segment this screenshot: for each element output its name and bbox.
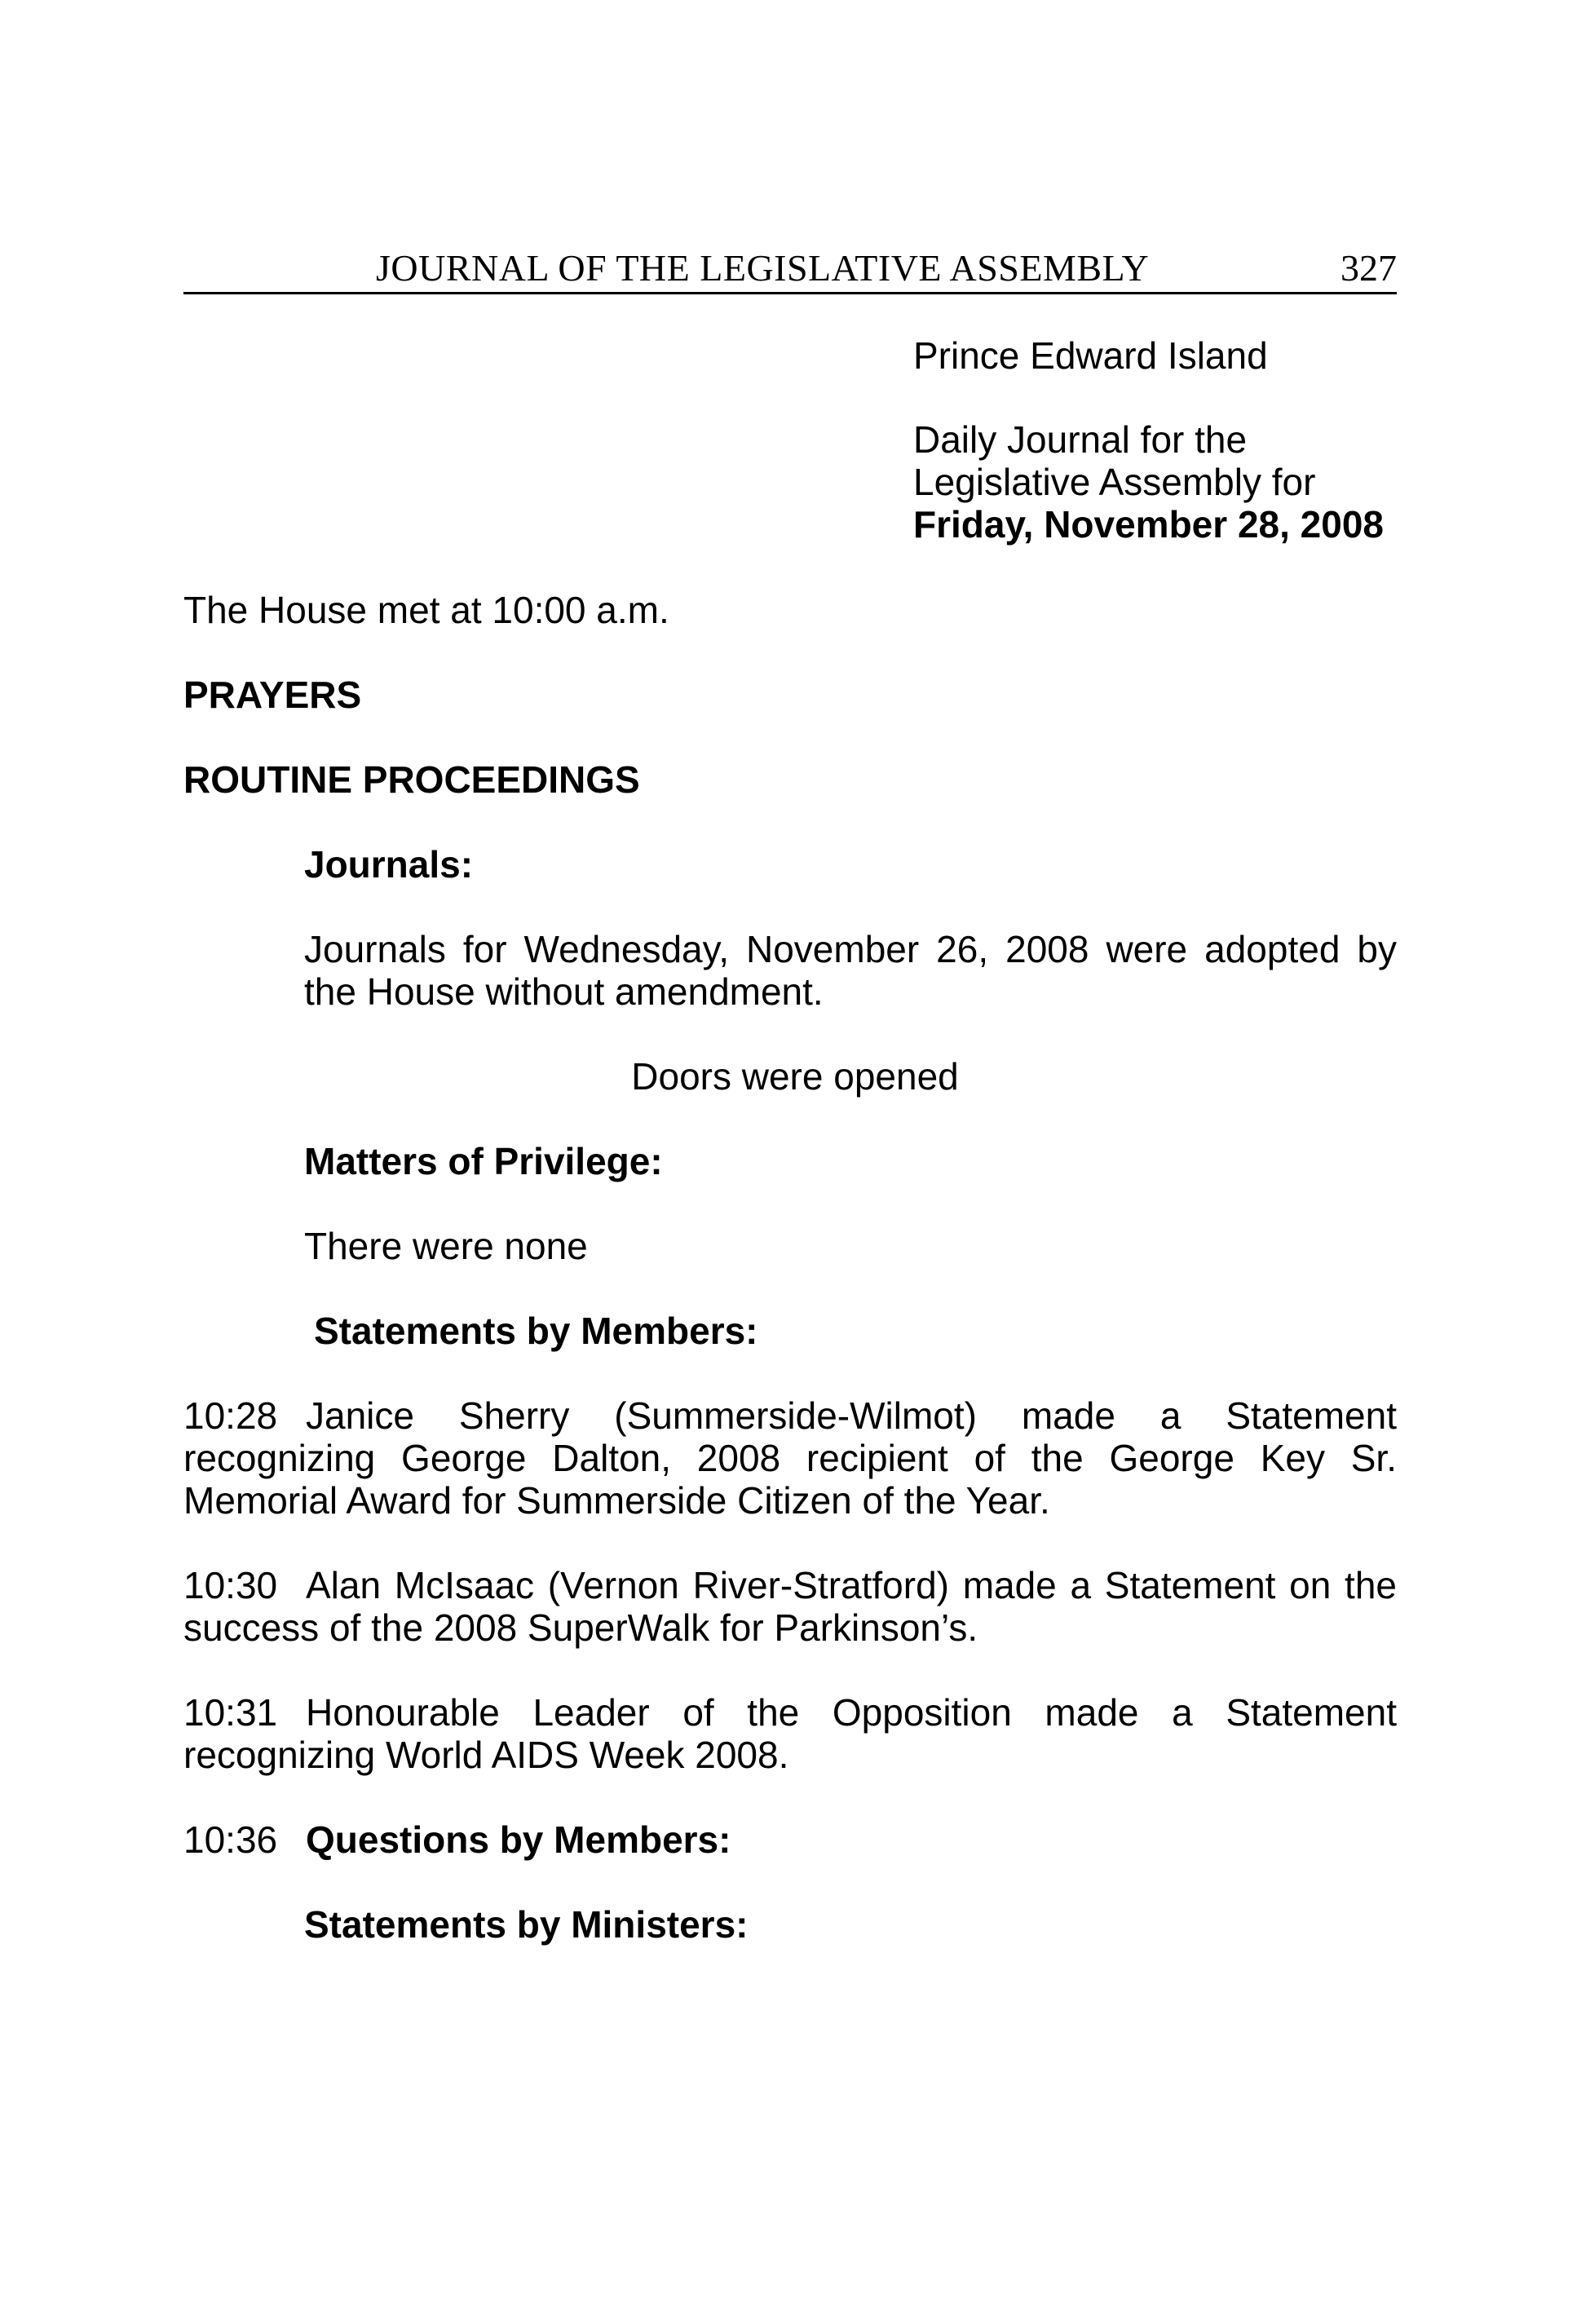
statements-by-members-heading: Statements by Members: [314,1310,758,1352]
province-name: Prince Edward Island [913,334,1268,377]
journals-heading: Journals: [304,843,474,886]
questions-heading: Questions by Members: [306,1818,731,1861]
member-statement-entry [183,1394,1397,1522]
questions-line [183,1818,731,1861]
entry-text: Alan McIsaac (Vernon River-Stratford) made a Statement on the success of the 2008 SuperWalk for Parkinson’s. [183,1564,1397,1649]
prayers-heading: PRAYERS [183,674,362,716]
entry-text: Janice Sherry (Summerside-Wilmot) made a Statement recognizing George Dalton, 2008 recipient of the George Key Sr. Memorial Award for Summerside Citizen of the Year. [183,1394,1397,1522]
entry-time: 10:28 [183,1394,278,1437]
entry-text: Honourable Leader of the Opposition made a Statement recognizing World AIDS Week 2008. [183,1691,1397,1776]
page-number: 327 [1340,247,1397,289]
journal-title: JOURNAL OF THE LEGISLATIVE ASSEMBLY [376,247,1150,289]
masthead-line-1: Daily Journal for the [913,418,1248,461]
sitting-date: Friday, November 28, 2008 [913,503,1384,546]
opening-line: The House met at 10:00 a.m. [183,589,669,631]
privilege-heading: Matters of Privilege: [304,1140,663,1182]
member-statement-entry [183,1564,1397,1649]
entry-time: 10:31 [183,1691,278,1734]
doors-opened-note: Doors were opened [631,1055,959,1098]
journals-text: Journals for Wednesday, November 26, 2008 were adopted by the House without amendment. [304,928,1397,1013]
entry-time: 10:30 [183,1564,278,1606]
statements-by-ministers-heading: Statements by Ministers: [304,1903,749,1946]
page-header [183,245,1397,294]
questions-time: 10:36 [183,1818,278,1861]
routine-proceedings-heading: ROUTINE PROCEEDINGS [183,758,640,801]
member-statement-entry [183,1691,1397,1776]
privilege-text: There were none [304,1225,588,1267]
masthead-line-2: Legislative Assembly for [913,461,1316,503]
